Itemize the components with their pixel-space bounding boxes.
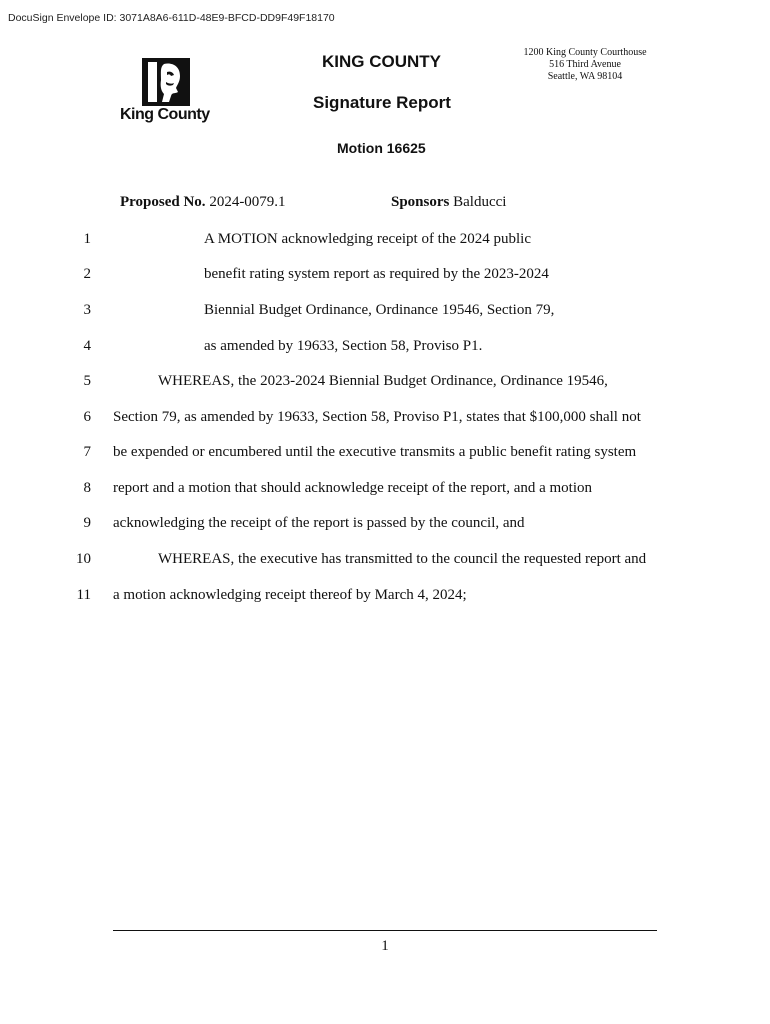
- proposed-value: 2024-0079.1: [209, 194, 286, 210]
- numbered-line: [0, 585, 770, 605]
- numbered-line: [0, 336, 770, 356]
- line-number: 5: [83, 373, 91, 389]
- numbered-line: [0, 407, 770, 427]
- line-text: benefit rating system report as required by the 2023-2024: [204, 266, 549, 282]
- king-county-emblem-icon: [142, 58, 190, 106]
- line-text: as amended by 19633, Section 58, Proviso P1.: [204, 338, 483, 354]
- line-text: Section 79, as amended by 19633, Section 58, Proviso P1, states that $100,000 shall not: [113, 409, 641, 425]
- sponsors-value: Balducci: [453, 194, 507, 210]
- address-line: 1200 King County Courthouse: [523, 47, 647, 58]
- line-text: report and a motion that should acknowledge receipt of the report, and a motion: [113, 480, 593, 496]
- numbered-line: [0, 442, 770, 462]
- line-text: be expended or encumbered until the executive transmits a public benefit rating system: [113, 444, 637, 460]
- numbered-line: [0, 371, 770, 391]
- line-text: acknowledging the receipt of the report is passed by the council, and: [113, 515, 525, 531]
- line-number: 6: [83, 409, 91, 425]
- line-number: 4: [83, 338, 91, 354]
- line-number: 11: [76, 587, 91, 603]
- line-number: 2: [83, 266, 91, 282]
- address-line: 516 Third Avenue: [549, 59, 621, 70]
- line-number: 1: [83, 231, 91, 247]
- sponsors-label: Sponsors: [391, 194, 450, 210]
- line-number: 10: [76, 551, 91, 567]
- line-text: WHEREAS, the 2023-2024 Biennial Budget Ordinance, Ordinance 19546,: [158, 373, 608, 389]
- line-number: 9: [83, 515, 91, 531]
- address-block: [505, 47, 665, 83]
- numbered-line: [0, 513, 770, 533]
- line-text: a motion acknowledging receipt thereof by March 4, 2024;: [113, 587, 467, 603]
- address-line: Seattle, WA 98104: [547, 71, 623, 82]
- numbered-line: [0, 478, 770, 498]
- line-text: Biennial Budget Ordinance, Ordinance 19546, Section 79,: [204, 302, 555, 318]
- proposed-number: [120, 194, 286, 211]
- line-number: 7: [83, 444, 91, 460]
- proposed-label: Proposed No.: [120, 194, 206, 210]
- king-county-logo: [112, 58, 222, 128]
- page-number: 1: [381, 938, 389, 954]
- envelope-id: DocuSign Envelope ID: 3071A8A6-611D-48E9-BFCD-DD9F49F18170: [8, 12, 335, 24]
- sponsors: [391, 194, 506, 211]
- logo-text: King County: [120, 106, 210, 123]
- report-title: Signature Report: [313, 93, 451, 112]
- numbered-line: [0, 300, 770, 320]
- line-text: WHEREAS, the executive has transmitted to the council the requested report and: [158, 551, 647, 567]
- county-name: KING COUNTY: [322, 52, 441, 71]
- numbered-line: [0, 549, 770, 569]
- footer-divider: [113, 930, 657, 931]
- motion-title: Motion 16625: [337, 140, 426, 156]
- line-text: A MOTION acknowledging receipt of the 2024 public: [204, 231, 532, 247]
- numbered-line: [0, 229, 770, 249]
- line-number: 8: [83, 480, 91, 496]
- line-number: 3: [83, 302, 91, 318]
- numbered-line: [0, 264, 770, 284]
